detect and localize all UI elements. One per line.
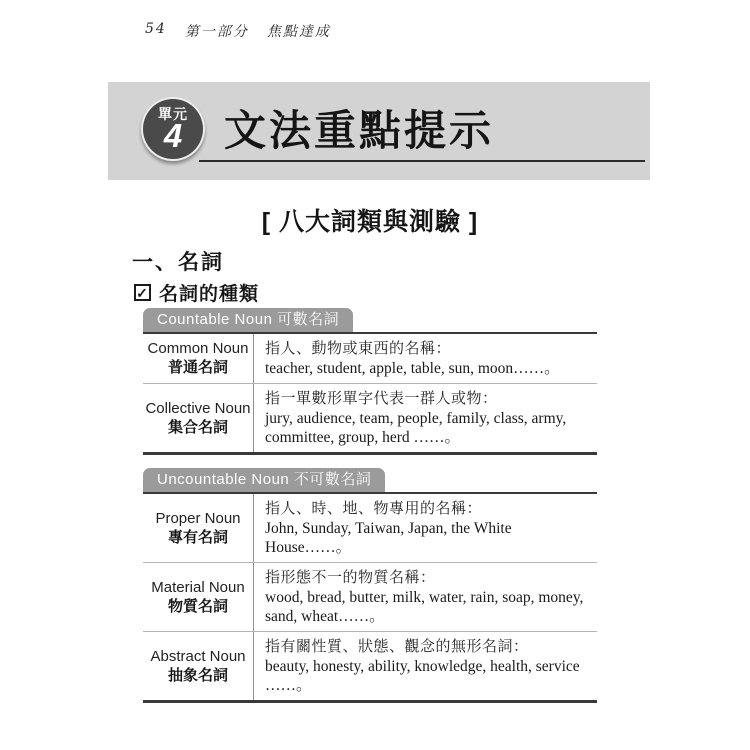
page-number: 54	[145, 21, 167, 37]
noun-type-cell	[143, 494, 254, 562]
noun-type-chinese: 普通名詞	[167, 359, 228, 376]
noun-examples: wood, bread, butter, milk, water, rain, soap, money, sand, wheat……。	[265, 589, 584, 625]
table-row	[143, 383, 597, 452]
unit-badge-number: 4	[163, 116, 183, 154]
noun-description: 指人、時、地、物專用的名稱：	[265, 500, 483, 517]
noun-type-english: Common Noun	[147, 340, 249, 357]
noun-definition-cell	[254, 632, 597, 700]
countable-noun-table-body	[143, 332, 597, 455]
section-heading: 一、名詞	[132, 251, 224, 274]
countable-noun-table-tab: Countable Noun 可數名詞	[143, 308, 353, 332]
table-row	[143, 562, 597, 631]
sub-heading-label: 名詞的種類	[159, 284, 260, 305]
noun-definition-cell	[254, 563, 597, 631]
noun-definition-cell	[254, 334, 597, 383]
noun-definition-cell	[254, 384, 597, 452]
countable-noun-table	[143, 308, 597, 455]
uncountable-noun-table-body	[143, 492, 597, 703]
noun-examples: jury, audience, team, people, family, class, army, committee, group, herd ……。	[265, 410, 567, 446]
unit-badge	[141, 97, 205, 161]
table-row	[143, 494, 597, 562]
unit-banner	[108, 82, 650, 180]
unit-badge-label: 單元	[158, 105, 188, 122]
noun-description: 指有關性質、狀態、觀念的無形名詞：	[265, 638, 529, 655]
noun-description: 指一單數形單字代表一群人或物：	[265, 390, 498, 407]
checked-checkbox-icon: ✓	[134, 284, 151, 301]
noun-type-english: Proper Noun	[155, 509, 241, 527]
noun-examples: beauty, honesty, ability, knowledge, health, service ……。	[265, 658, 580, 694]
noun-type-english: Abstract Noun	[150, 647, 246, 665]
table-row	[143, 334, 597, 383]
noun-examples: teacher, student, apple, table, sun, moon……。	[265, 360, 560, 377]
noun-type-cell	[143, 334, 254, 383]
noun-type-chinese: 抽象名詞	[167, 666, 228, 684]
uncountable-noun-table-tab: Uncountable Noun 不可數名詞	[143, 468, 385, 492]
table-row	[143, 631, 597, 700]
uncountable-noun-table	[143, 468, 597, 703]
noun-type-cell	[143, 632, 254, 700]
noun-description: 指形態不一的物質名稱：	[265, 569, 436, 586]
noun-definition-cell	[254, 494, 597, 562]
noun-type-chinese: 集合名詞	[167, 418, 228, 436]
main-heading: [ 八大詞類與測驗 ]	[261, 208, 479, 236]
section-label: 焦點達成	[266, 24, 331, 40]
noun-examples: John, Sunday, Taiwan, Japan, the White House……。	[265, 520, 512, 556]
noun-type-cell	[143, 384, 254, 452]
noun-type-cell	[143, 563, 254, 631]
banner-title: 文法重點提示	[224, 107, 495, 154]
noun-type-english: Material Noun	[151, 578, 245, 596]
noun-description: 指人、動物或東西的名稱：	[265, 340, 452, 357]
noun-type-english: Collective Noun	[145, 399, 251, 417]
part-label: 第一部分	[184, 24, 249, 40]
sub-heading	[134, 279, 259, 306]
noun-type-chinese: 物質名詞	[167, 597, 228, 615]
noun-type-chinese: 專有名詞	[167, 528, 228, 546]
banner-underline	[199, 160, 645, 162]
running-head	[145, 21, 331, 41]
